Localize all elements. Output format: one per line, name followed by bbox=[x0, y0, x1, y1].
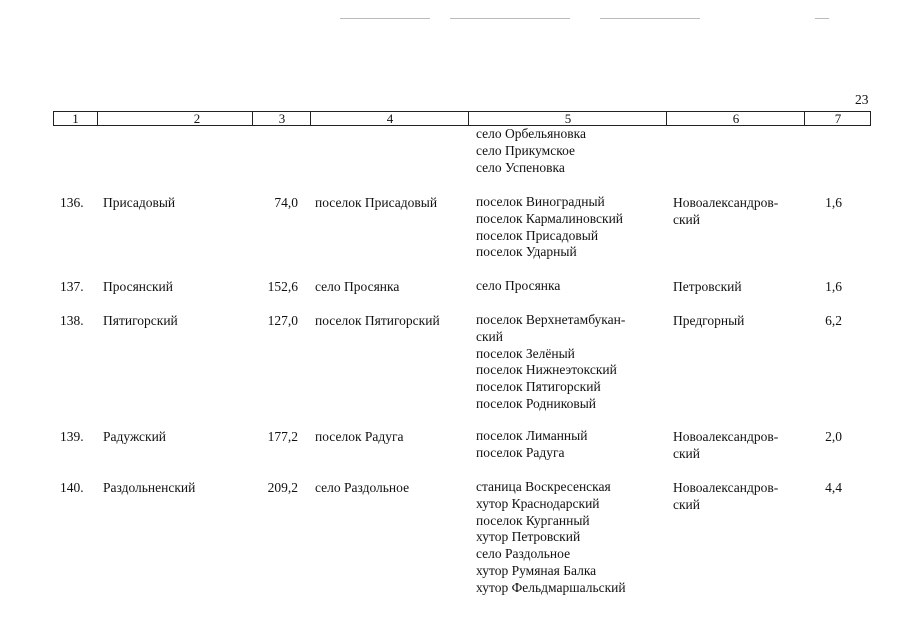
admin-center: поселок Пятигорский bbox=[315, 313, 440, 328]
municipality-name: Радужский bbox=[103, 429, 167, 444]
settlement: хутор Краснодарский bbox=[476, 495, 600, 511]
settlement: поселок Зелёный bbox=[476, 345, 575, 361]
settlement: поселок Родниковый bbox=[476, 395, 597, 411]
municipality-name: Просянский bbox=[103, 279, 174, 294]
settlement: ский bbox=[476, 328, 503, 344]
district-line: Предгорный bbox=[673, 313, 745, 328]
district-line: ский bbox=[673, 446, 700, 461]
admin-center: поселок Радуга bbox=[315, 429, 404, 444]
district bbox=[673, 312, 744, 329]
district bbox=[673, 479, 778, 513]
settlement: станица Воскресенская bbox=[476, 479, 611, 494]
area-value: 177,2 bbox=[267, 429, 298, 444]
settlement: хутор Петровский bbox=[476, 529, 581, 545]
settlement: поселок Присадовый bbox=[476, 227, 599, 243]
density-value: 6,2 bbox=[825, 313, 842, 328]
settlement: поселок Кармалиновский bbox=[476, 210, 624, 226]
settlements-list bbox=[476, 312, 625, 413]
settlement: село Успеновка bbox=[476, 159, 565, 175]
settlement: поселок Радуга bbox=[476, 444, 565, 460]
settlement: поселок Виноградный bbox=[476, 194, 605, 209]
header-cell: 2 bbox=[97, 112, 296, 125]
row-number: 138. bbox=[60, 313, 84, 328]
settlement: поселок Пятигорский bbox=[476, 379, 601, 395]
admin-center: поселок Присадовый bbox=[315, 195, 438, 210]
row-number: 139. bbox=[60, 429, 84, 444]
settlement: хутор Румяная Балка bbox=[476, 562, 597, 578]
scan-artifact bbox=[815, 18, 829, 19]
header-cell: 6 bbox=[666, 112, 805, 125]
settlement: поселок Верхнетамбукан- bbox=[476, 312, 626, 327]
table-header bbox=[53, 111, 871, 126]
settlements-list bbox=[476, 126, 586, 176]
district-line: Новоалександров- bbox=[673, 480, 779, 495]
header-cell: 5 bbox=[468, 112, 667, 125]
row-number: 136. bbox=[60, 195, 84, 210]
settlements-list bbox=[476, 479, 626, 597]
district bbox=[673, 428, 778, 462]
header-cell: 3 bbox=[252, 112, 311, 125]
area-value: 127,0 bbox=[267, 313, 298, 328]
row-number: 140. bbox=[60, 480, 84, 495]
district-line: ский bbox=[673, 212, 700, 227]
scan-artifact bbox=[340, 18, 430, 19]
municipality-name: Раздольненский bbox=[103, 480, 196, 495]
settlements-list bbox=[476, 428, 587, 462]
settlements-list bbox=[476, 278, 560, 295]
district bbox=[673, 278, 742, 295]
scan-artifact bbox=[600, 18, 700, 19]
admin-center: село Раздольное bbox=[315, 480, 410, 495]
scan-artifact bbox=[450, 18, 570, 19]
settlement: поселок Курганный bbox=[476, 512, 590, 528]
district-line: Петровский bbox=[673, 279, 742, 294]
header-cell: 1 bbox=[72, 111, 79, 126]
row-number: 137. bbox=[60, 279, 84, 294]
area-value: 209,2 bbox=[267, 480, 298, 495]
page-number: 23 bbox=[855, 92, 869, 107]
settlement: село Прикумское bbox=[476, 142, 575, 158]
settlement: село Орбельяновка bbox=[476, 126, 586, 141]
density-value: 4,4 bbox=[825, 480, 842, 495]
settlements-list bbox=[476, 194, 623, 261]
municipality-name: Пятигорский bbox=[103, 313, 178, 328]
density-value: 2,0 bbox=[825, 429, 842, 444]
area-value: 74,0 bbox=[274, 195, 298, 210]
settlement: хутор Фельдмаршальский bbox=[476, 579, 626, 595]
municipality-name: Присадовый bbox=[103, 195, 176, 210]
header-cell: 7 bbox=[804, 112, 871, 125]
density-value: 1,6 bbox=[825, 279, 842, 294]
settlement: село Раздольное bbox=[476, 546, 571, 562]
area-value: 152,6 bbox=[267, 279, 298, 294]
settlement: поселок Нижнеэтокский bbox=[476, 362, 617, 378]
admin-center: село Просянка bbox=[315, 279, 400, 294]
district bbox=[673, 194, 778, 228]
district-line: Новоалександров- bbox=[673, 195, 779, 210]
settlement: село Просянка bbox=[476, 278, 561, 293]
settlement: поселок Лиманный bbox=[476, 428, 588, 443]
settlement: поселок Ударный bbox=[476, 244, 577, 260]
district-line: Новоалександров- bbox=[673, 429, 779, 444]
density-value: 1,6 bbox=[825, 195, 842, 210]
header-cell: 4 bbox=[310, 112, 469, 125]
district-line: ский bbox=[673, 497, 700, 512]
